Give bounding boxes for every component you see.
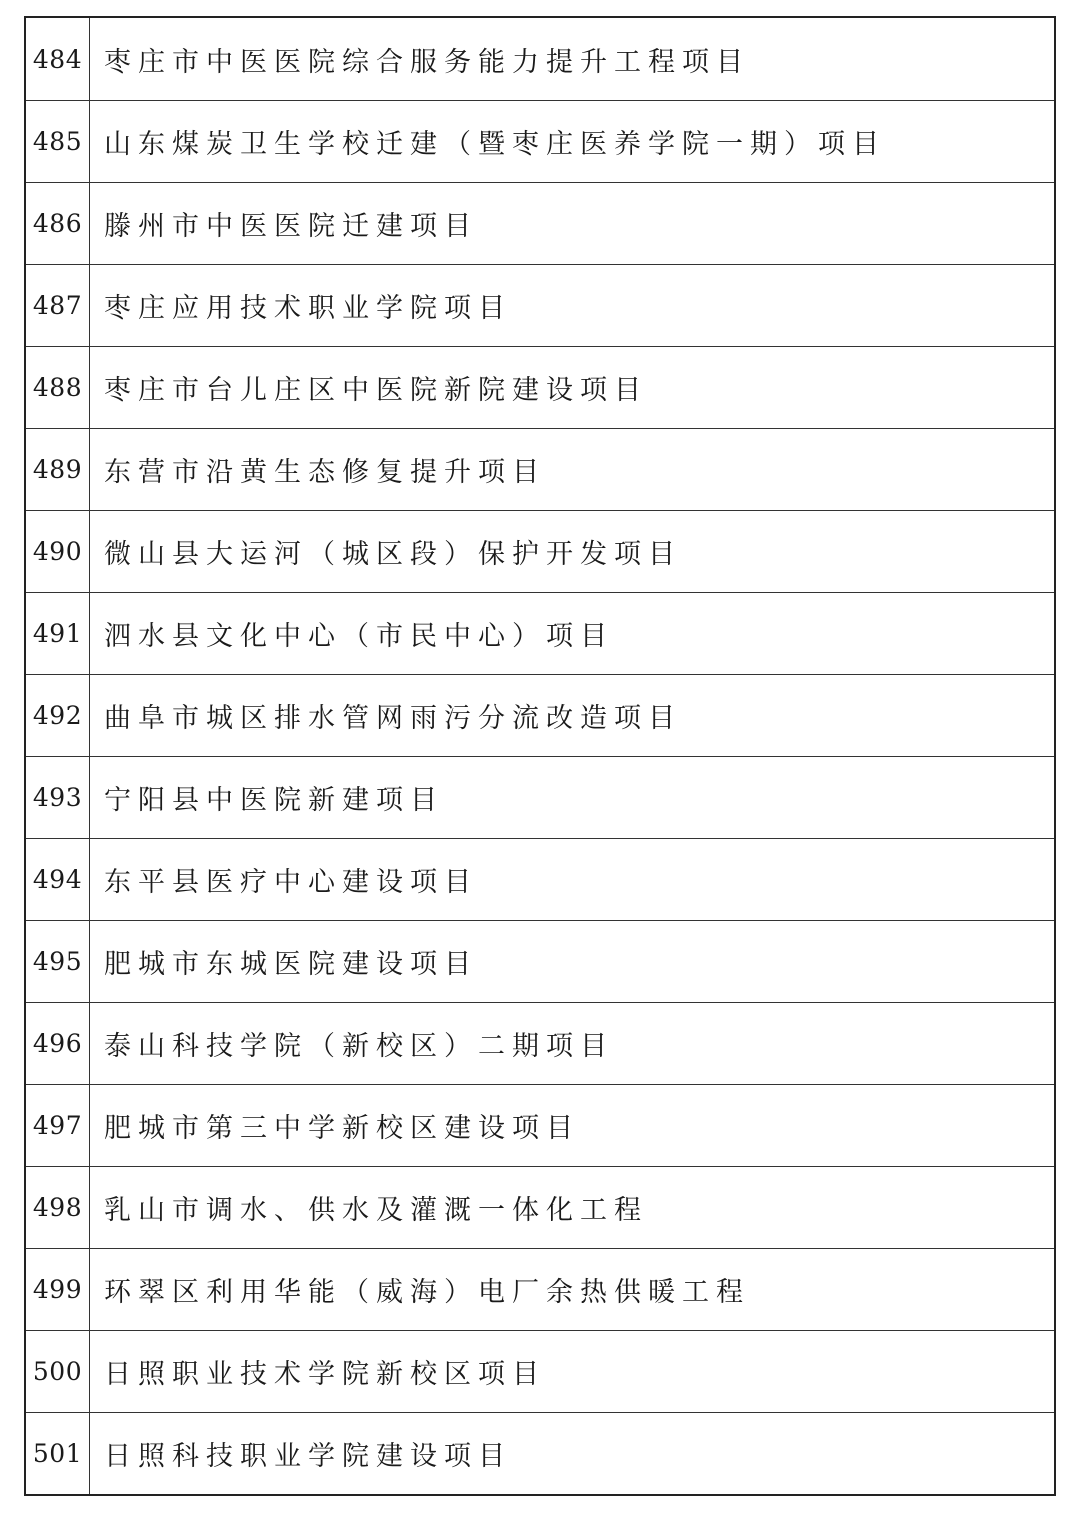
project-name: 山东煤炭卫生学校迁建（暨枣庄医养学院一期）项目 xyxy=(104,129,886,160)
project-name: 滕州市中医医院迁建项目 xyxy=(104,211,478,242)
row-number: 494 xyxy=(26,839,90,920)
project-name: 乳山市调水、供水及灌溉一体化工程 xyxy=(104,1195,648,1226)
row-number: 495 xyxy=(26,921,90,1002)
table-row xyxy=(26,182,1054,264)
project-name: 环翠区利用华能（威海）电厂余热供暖工程 xyxy=(104,1277,750,1308)
project-table xyxy=(24,16,1056,1496)
row-number: 484 xyxy=(26,18,90,100)
project-name: 微山县大运河（城区段）保护开发项目 xyxy=(104,539,682,570)
project-name: 东营市沿黄生态修复提升项目 xyxy=(104,457,546,488)
row-number: 496 xyxy=(26,1003,90,1084)
row-number: 497 xyxy=(26,1085,90,1166)
table-row xyxy=(26,592,1054,674)
row-number: 488 xyxy=(26,347,90,428)
table-row xyxy=(26,1166,1054,1248)
project-name: 日照科技职业学院建设项目 xyxy=(104,1441,512,1472)
row-number: 501 xyxy=(26,1413,90,1494)
row-number: 498 xyxy=(26,1167,90,1248)
table-row xyxy=(26,264,1054,346)
row-number: 499 xyxy=(26,1249,90,1330)
table-row xyxy=(26,18,1054,100)
table-row xyxy=(26,1248,1054,1330)
project-name: 曲阜市城区排水管网雨污分流改造项目 xyxy=(104,703,682,734)
table-row xyxy=(26,838,1054,920)
row-number: 491 xyxy=(26,593,90,674)
table-row xyxy=(26,428,1054,510)
table-row xyxy=(26,346,1054,428)
project-name: 东平县医疗中心建设项目 xyxy=(104,867,478,898)
row-number: 492 xyxy=(26,675,90,756)
project-name: 枣庄市台儿庄区中医院新院建设项目 xyxy=(104,375,648,406)
table-row xyxy=(26,1412,1054,1494)
table-row xyxy=(26,756,1054,838)
row-number: 486 xyxy=(26,183,90,264)
project-name: 泰山科技学院（新校区）二期项目 xyxy=(104,1031,614,1062)
table-row xyxy=(26,1002,1054,1084)
row-number: 493 xyxy=(26,757,90,838)
row-number: 485 xyxy=(26,101,90,182)
row-number: 490 xyxy=(26,511,90,592)
project-name: 日照职业技术学院新校区项目 xyxy=(104,1359,546,1390)
table-row xyxy=(26,1330,1054,1412)
project-name: 宁阳县中医院新建项目 xyxy=(104,785,444,816)
row-number: 487 xyxy=(26,265,90,346)
row-number: 500 xyxy=(26,1331,90,1412)
project-name: 枣庄应用技术职业学院项目 xyxy=(104,293,512,324)
table-row xyxy=(26,1084,1054,1166)
project-name: 肥城市东城医院建设项目 xyxy=(104,949,478,980)
project-name: 泗水县文化中心（市民中心）项目 xyxy=(104,621,614,652)
table-row xyxy=(26,100,1054,182)
project-name: 枣庄市中医医院综合服务能力提升工程项目 xyxy=(104,46,750,78)
project-name: 肥城市第三中学新校区建设项目 xyxy=(104,1113,580,1144)
row-number: 489 xyxy=(26,429,90,510)
table-row xyxy=(26,920,1054,1002)
table-row xyxy=(26,674,1054,756)
table-row xyxy=(26,510,1054,592)
